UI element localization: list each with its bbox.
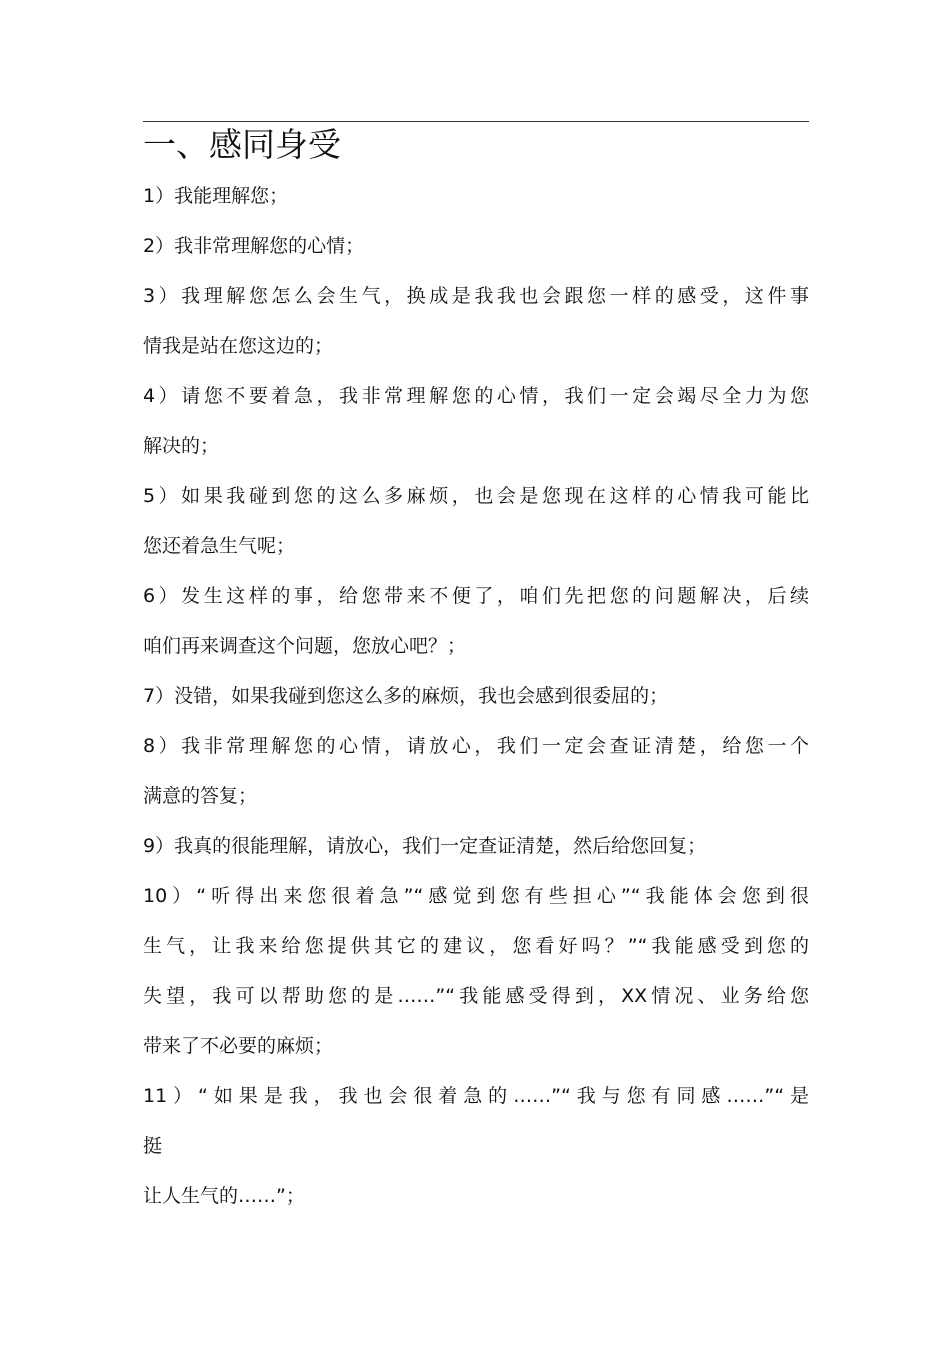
text-line: 4）请您不要着急，我非常理解您的心情，我们一定会竭尽全力为您 bbox=[143, 385, 809, 407]
text-line: 生气，让我来给您提供其它的建议，您看好吗？”“我能感受到您的 bbox=[143, 935, 809, 957]
text-line: 情我是站在您这边的； bbox=[143, 335, 334, 357]
text-line: 带来了不必要的麻烦； bbox=[143, 1035, 334, 1057]
text-line: 8）我非常理解您的心情，请放心，我们一定会查证清楚，给您一个 bbox=[143, 735, 809, 757]
text-line: 失望，我可以帮助您的是……”“我能感受得到，XX情况、业务给您 bbox=[143, 985, 809, 1007]
text-line: 7）没错，如果我碰到您这么多的麻烦，我也会感到很委屈的； bbox=[143, 685, 669, 707]
text-line: 6）发生这样的事，给您带来不便了，咱们先把您的问题解决，后续 bbox=[143, 585, 809, 607]
text-line: 3）我理解您怎么会生气，换成是我我也会跟您一样的感受，这件事 bbox=[143, 285, 809, 307]
text-line: 11）“如果是我，我也会很着急的……”“我与您有同感……”“是 bbox=[143, 1085, 809, 1107]
text-line: 10）“听得出来您很着急”“感觉到您有些担心”“我能体会您到很 bbox=[143, 885, 809, 907]
text-line: 您还着急生气呢； bbox=[143, 535, 296, 557]
document-body bbox=[143, 176, 809, 1226]
section-heading: 一、感同身受 bbox=[143, 125, 341, 164]
text-line: 5）如果我碰到您的这么多麻烦，也会是您现在这样的心情我可能比 bbox=[143, 485, 809, 507]
text-line: 满意的答复； bbox=[143, 785, 258, 807]
header-rule bbox=[143, 121, 809, 122]
text-line: 挺 bbox=[143, 1135, 163, 1157]
text-line: 让人生气的……”； bbox=[143, 1185, 305, 1207]
text-line: 咱们再来调查这个问题，您放心吧？； bbox=[143, 635, 467, 657]
text-line: 1）我能理解您； bbox=[143, 185, 289, 207]
text-line: 9）我真的很能理解，请放心，我们一定查证清楚，然后给您回复； bbox=[143, 835, 707, 857]
text-line: 2）我非常理解您的心情； bbox=[143, 235, 365, 257]
text-line: 解决的； bbox=[143, 435, 220, 457]
